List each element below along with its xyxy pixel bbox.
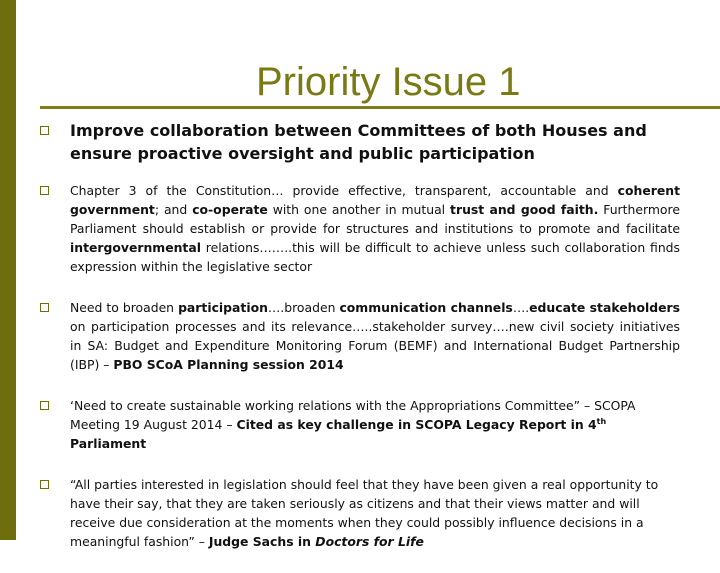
text-run-bold: participation [178, 300, 268, 315]
bullet-item-collaboration [40, 119, 680, 165]
text-run-bold: Judge Sachs in [208, 534, 316, 549]
text-run-bold-italic: Doctors for Life [315, 534, 424, 549]
bullet-item-participation [40, 298, 680, 374]
square-bullet-icon [40, 303, 49, 312]
text-run: ; and [154, 202, 193, 217]
superscript: th [596, 416, 607, 426]
text-run: Chapter 3 of the Constitution… provide effective, transparent, accountable and [70, 183, 618, 198]
text-run-bold: coherent government [70, 183, 680, 217]
text-run-bold: educate stakeholders [529, 300, 680, 315]
bullet-text [70, 181, 680, 276]
title-divider [40, 106, 720, 109]
square-bullet-icon [40, 480, 49, 489]
text-run-bold: intergovernmental [70, 240, 201, 255]
text-run: Need to broaden [70, 300, 179, 315]
bullet-item-constitution [40, 181, 680, 276]
slide-title: Priority Issue 1 [256, 60, 521, 104]
text-run: Furthermore Parliament should establish or provide for structures and institutions to promote and facilitate [70, 202, 680, 236]
bullet-text [70, 396, 680, 453]
text-run-bold: co-operate [192, 202, 268, 217]
left-accent-bar [0, 0, 16, 540]
square-bullet-icon [40, 126, 49, 135]
text-run: with one another in mutual [267, 202, 451, 217]
text-run: Parliament [70, 436, 147, 451]
bullet-list [40, 119, 680, 573]
text-run: Cited as key challenge in SCOPA Legacy Report in 4 [236, 417, 597, 432]
bullet-text: Improve collaboration between Committees of both Houses and ensure proactive oversight and public participation [70, 121, 647, 163]
bullet-text [70, 298, 680, 374]
text-run-bold: PBO SCoA Planning session 2014 [113, 357, 344, 372]
square-bullet-icon [40, 401, 49, 410]
text-run: “All parties interested in legislation should feel that they have been given a real opportunity to have their say, that they are taken seriously as citizens and that their views matter and will receive due consideration at the moments when they could possibly influence decisions in a meaningful fashion” – [70, 477, 659, 549]
square-bullet-icon [40, 186, 49, 195]
text-run: …. [512, 300, 530, 315]
text-run: relations……..this will be difficult to achieve unless such collaboration finds expression within the legislative sector [70, 240, 680, 274]
text-run: ….broaden [267, 300, 340, 315]
text-run: on participation processes and its relevance…..stakeholder survey….new civil society initiatives in SA: Budget and Expenditure Monitoring Forum (BEMF) and International Budget Partnership (IBP) – [70, 319, 680, 372]
text-run: ‘Need to create sustainable working relations with the Appropriations Committee” – SCOPA Meeting 19 August 2014 – [70, 398, 636, 432]
text-run-bold: trust and good faith. [450, 202, 599, 217]
text-run-bold: communication channels [339, 300, 513, 315]
bullet-item-scopa [40, 396, 680, 453]
